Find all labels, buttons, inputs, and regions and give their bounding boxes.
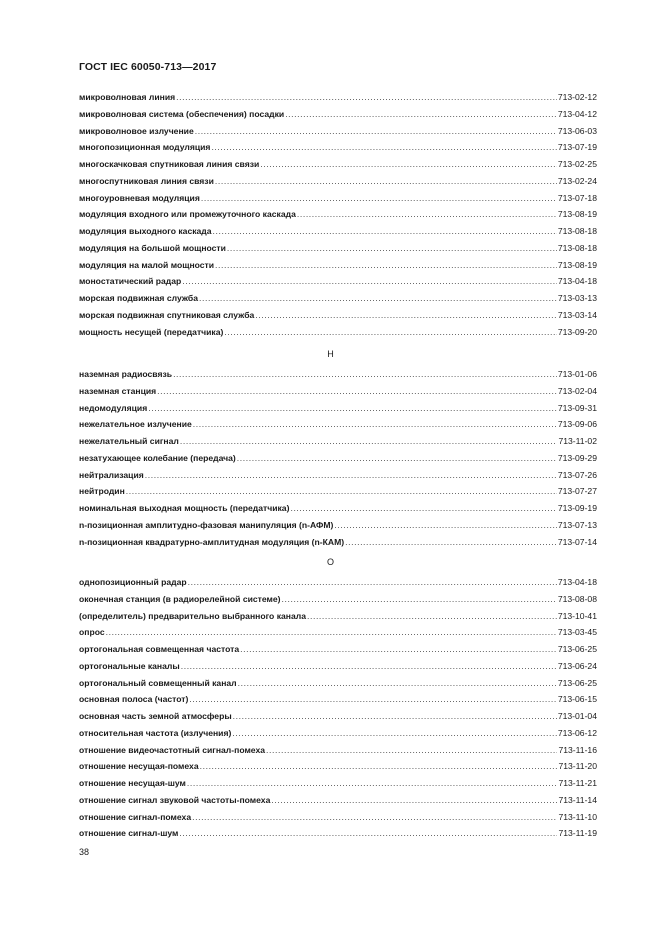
index-term-code: 713-11-02 <box>558 436 597 446</box>
index-term-code: 713-03-45 <box>557 627 597 638</box>
index-entry <box>79 775 597 792</box>
dot-leader <box>224 324 556 341</box>
dot-leader <box>240 641 557 658</box>
index-term: многоспутниковая линия связи <box>79 175 214 186</box>
index-term: морская подвижная служба <box>79 293 199 303</box>
index-term-code: 713-01-06 <box>557 369 597 379</box>
index-entry <box>79 809 597 826</box>
index-term-code: 713-06-25 <box>557 677 597 688</box>
index-term-code: 713-11-14 <box>558 794 597 805</box>
dot-leader <box>189 691 556 708</box>
index-entry <box>79 223 597 240</box>
index-term-code: 713-09-06 <box>557 419 597 430</box>
index-term: моностатический радар <box>79 276 182 287</box>
index-entry <box>79 608 597 625</box>
index-term-code: 713-11-21 <box>558 778 597 788</box>
index-term-code: 713-09-19 <box>557 503 597 513</box>
index-entry <box>79 273 597 290</box>
index-entry <box>79 106 597 123</box>
index-term: относительная частота (излучения) <box>79 727 232 738</box>
index-term: многоуровневая модуляция <box>79 192 200 203</box>
index-section-n <box>79 366 597 550</box>
index-entry <box>79 641 597 658</box>
dot-leader <box>193 416 557 433</box>
index-term: недомодуляция <box>79 402 148 413</box>
dot-leader <box>211 139 556 156</box>
index-term: отношение несущая-помеха <box>79 761 199 772</box>
index-term: (определитель) предварительно выбранного канала <box>79 610 306 621</box>
document-header: ГОСТ IEC 60050-713—2017 <box>79 61 217 73</box>
index-term-code: 713-07-18 <box>557 192 597 203</box>
index-term-code: 713-08-18 <box>557 226 597 236</box>
dot-leader <box>285 106 557 123</box>
dot-leader <box>106 624 557 641</box>
index-term: наземная радиосвязь <box>79 369 173 379</box>
page-number: 38 <box>79 847 90 857</box>
index-term-code: 713-03-13 <box>557 293 597 303</box>
index-term-code: 713-08-19 <box>557 259 597 270</box>
dot-leader <box>282 591 557 608</box>
index-term: отношение несущая-шум <box>79 778 186 788</box>
index-entry <box>79 758 597 775</box>
index-entry <box>79 139 597 156</box>
index-term-code: 713-08-19 <box>557 209 597 220</box>
index-term: наземная станция <box>79 385 157 396</box>
index-term: морская подвижная спутниковая служба <box>79 309 255 320</box>
index-term-code: 713-02-24 <box>557 175 597 186</box>
dot-leader <box>266 742 557 759</box>
dot-leader <box>173 366 557 383</box>
index-term: многоскачковая спутниковая линия связи <box>79 159 260 169</box>
index-entry <box>79 591 597 608</box>
index-term: ортогональная совмещенная частота <box>79 644 240 654</box>
index-term-code: 713-09-20 <box>557 326 597 337</box>
index-term: модуляция выходного каскада <box>79 226 212 236</box>
dot-leader <box>215 257 557 274</box>
dot-leader <box>255 307 556 324</box>
index-term: отношение сигнал-помеха <box>79 811 192 822</box>
index-term-code: 713-11-20 <box>558 761 597 772</box>
section-letter-n: Н <box>327 349 334 359</box>
index-term-code: 713-07-19 <box>557 142 597 153</box>
index-entry <box>79 792 597 809</box>
index-term: отношение видеочастотный сигнал-помеха <box>79 744 266 755</box>
index-entry <box>79 534 597 551</box>
dot-leader <box>227 240 557 257</box>
index-term-code: 713-04-12 <box>557 108 597 119</box>
dot-leader <box>200 758 558 775</box>
index-term-code: 713-02-04 <box>557 385 597 396</box>
dot-leader <box>260 156 557 173</box>
index-entry <box>79 89 597 106</box>
index-term: незатухающее колебание (передача) <box>79 452 236 463</box>
index-term: мощность несущей (передатчика) <box>79 326 224 337</box>
dot-leader <box>297 206 557 223</box>
index-term-code: 713-09-31 <box>557 402 597 413</box>
index-entry <box>79 708 597 725</box>
index-term-code: 713-03-14 <box>557 309 597 320</box>
dot-leader <box>199 290 557 307</box>
index-term: микроволновая линия <box>79 92 176 102</box>
index-term: модуляция входного или промежуточного каскада <box>79 209 296 220</box>
dot-leader <box>201 190 557 207</box>
index-term-code: 713-07-27 <box>557 486 597 497</box>
dot-leader <box>176 89 557 106</box>
index-section-o <box>79 574 597 842</box>
dot-leader <box>195 123 557 140</box>
index-term: микроволновая система (обеспечения) посадки <box>79 108 285 119</box>
index-term: отношение сигнал-шум <box>79 828 179 839</box>
index-term-code: 713-09-29 <box>557 452 597 463</box>
dot-leader <box>290 500 556 517</box>
dot-leader <box>179 825 557 842</box>
dot-leader <box>148 400 557 417</box>
index-entry <box>79 725 597 742</box>
index-entry <box>79 400 597 417</box>
dot-leader <box>238 675 557 692</box>
index-entry <box>79 307 597 324</box>
dot-leader <box>307 608 557 625</box>
index-term-code: 713-01-04 <box>557 711 597 721</box>
dot-leader <box>181 658 557 675</box>
dot-leader <box>232 725 556 742</box>
index-term: оконечная станция (в радиорелейной системе) <box>79 593 281 604</box>
index-term: микроволновое излучение <box>79 125 194 136</box>
index-entry <box>79 658 597 675</box>
index-term-code: 713-07-26 <box>557 469 597 480</box>
index-term-code: 713-11-10 <box>558 811 597 822</box>
index-entry <box>79 433 597 450</box>
index-entry <box>79 483 597 500</box>
index-entry <box>79 517 597 534</box>
index-term: нейтродин <box>79 486 125 497</box>
index-entry <box>79 500 597 517</box>
index-entry <box>79 123 597 140</box>
index-entry <box>79 574 597 591</box>
dot-leader <box>188 574 557 591</box>
index-entry <box>79 257 597 274</box>
index-entry <box>79 206 597 223</box>
index-term: номинальная выходная мощность (передатчика) <box>79 503 290 513</box>
index-entry <box>79 173 597 190</box>
dot-leader <box>233 708 557 725</box>
dot-leader <box>157 383 557 400</box>
index-entry <box>79 825 597 842</box>
index-term-code: 713-06-12 <box>557 727 597 738</box>
index-term: модуляция на большой мощности <box>79 242 226 253</box>
index-term-code: 713-07-13 <box>557 519 597 530</box>
index-term-code: 713-10-41 <box>557 610 597 621</box>
index-term: модуляция на малой мощности <box>79 259 215 270</box>
index-term-code: 713-06-25 <box>557 644 597 654</box>
index-term-code: 713-06-15 <box>557 694 597 705</box>
index-term-code: 713-11-19 <box>558 828 597 839</box>
index-term-code: 713-02-12 <box>557 92 597 102</box>
index-term: n-позиционная квадратурно-амплитудная модуляция (n-КАМ) <box>79 536 345 547</box>
dot-leader <box>192 809 557 826</box>
dot-leader <box>182 273 557 290</box>
index-term-code: 713-04-18 <box>557 577 597 587</box>
index-entry <box>79 691 597 708</box>
index-entry <box>79 190 597 207</box>
dot-leader <box>271 792 557 809</box>
index-term-code: 713-06-24 <box>557 660 597 671</box>
index-entry <box>79 366 597 383</box>
dot-leader <box>145 467 557 484</box>
index-term-code: 713-08-08 <box>557 593 597 604</box>
index-entry <box>79 675 597 692</box>
dot-leader <box>237 450 557 467</box>
index-term-code: 713-07-14 <box>557 536 597 547</box>
dot-leader <box>334 517 556 534</box>
index-section-m <box>79 89 597 340</box>
index-term: отношение сигнал звуковой частоты-помеха <box>79 794 271 805</box>
index-term: основная часть земной атмосферы <box>79 711 232 721</box>
index-term-code: 713-04-18 <box>557 276 597 287</box>
index-term: ортогональный совмещенный канал <box>79 677 237 688</box>
dot-leader <box>180 433 558 450</box>
index-term: нейтрализация <box>79 469 144 480</box>
section-letter-o: О <box>326 557 334 567</box>
index-entry <box>79 156 597 173</box>
index-term: нежелательное излучение <box>79 419 192 430</box>
index-term-code: 713-11-16 <box>558 744 597 755</box>
index-entry <box>79 290 597 307</box>
index-entry <box>79 240 597 257</box>
index-entry <box>79 742 597 759</box>
index-term: нежелательный сигнал <box>79 436 179 446</box>
dot-leader <box>213 223 557 240</box>
index-entry <box>79 467 597 484</box>
dot-leader <box>215 173 557 190</box>
index-term: однопозиционный радар <box>79 577 187 587</box>
index-entry <box>79 624 597 641</box>
index-entry <box>79 324 597 341</box>
index-entry <box>79 383 597 400</box>
index-term: n-позиционная амплитудно-фазовая манипуляция (n-АФМ) <box>79 519 334 530</box>
dot-leader <box>126 483 557 500</box>
index-term: многопозиционная модуляция <box>79 142 211 153</box>
index-entry <box>79 416 597 433</box>
index-entry <box>79 450 597 467</box>
index-term: ортогональные каналы <box>79 660 180 671</box>
index-term: опрос <box>79 627 105 638</box>
index-term-code: 713-06-03 <box>557 125 597 136</box>
index-term: основная полоса (частот) <box>79 694 189 705</box>
dot-leader <box>345 534 557 551</box>
dot-leader <box>187 775 558 792</box>
index-term-code: 713-02-25 <box>557 159 597 169</box>
index-term-code: 713-08-18 <box>557 242 597 253</box>
